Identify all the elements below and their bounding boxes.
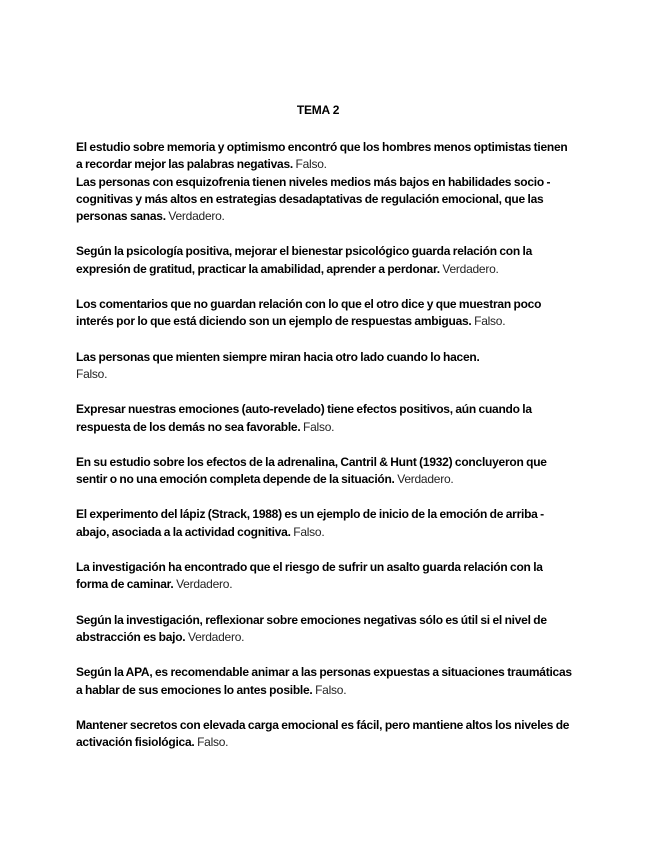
answer-text: Falso. [197,735,229,750]
answer-text: Verdadero. [442,261,499,276]
answer-text: Falso. [315,682,347,697]
question-item [76,174,576,226]
answer-text: Falso. [293,524,325,539]
question-item [76,401,576,436]
answer-text: Verdadero. [168,209,225,224]
question-text: El experimento del lápiz (Strack, 1988) es un ejemplo de inicio de la emoción de arriba - abajo, asociada a la actividad cognitiva. [76,507,544,539]
question-item [76,717,576,752]
question-item [76,612,576,647]
question-text: En su estudio sobre los efectos de la adrenalina, Cantril & Hunt (1932) concluyeron que sentir o no una emoción completa depende de la situación. [76,454,547,487]
question-text: Expresar nuestras emociones (auto-revelado) tiene efectos positivos, aún cuando la respuesta de los demás no sea favorable. [76,402,532,434]
question-item [76,664,576,699]
question-text: Los comentarios que no guardan relación con lo que el otro dice y que muestran poco interés por lo que está diciendo son un ejemplo de respuestas ambiguas. [76,297,542,329]
question-text: Las personas que mienten siempre miran hacia otro lado cuando lo hacen. [76,349,480,364]
question-item [76,454,576,489]
question-text: Según la psicología positiva, mejorar el bienestar psicológico guarda relación con la expresión de gratitud, practicar la amabilidad, aprender a perdonar. [76,244,533,276]
question-item [76,559,576,594]
question-item [76,139,576,174]
answer-text: Falso. [474,314,506,329]
answer-text: Verdadero. [397,472,454,487]
question-text: Mantener secretos con elevada carga emocional es fácil, pero mantiene altos los niveles de activación fisiológica. [76,717,570,750]
question-text: El estudio sobre memoria y optimismo encontró que los hombres menos optimistas tienen a recordar mejor las palabras negativas. [76,140,568,172]
answer-text: Verdadero. [176,577,233,592]
answer-text: Falso. [76,366,108,381]
question-list [76,139,576,751]
answer-text: Verdadero. [187,629,245,644]
question-text: Las personas con esquizofrenia tienen niveles medios más bajos en habilidades socio - cognitivas y más altos en estrategias desadaptativas de regulación emocional, que las personas sanas. [76,174,551,224]
question-item [76,506,576,541]
answer-text: Falso. [303,419,335,434]
question-item [76,296,576,331]
question-text: Según la investigación, reflexionar sobre emociones negativas sólo es útil si el nivel de abstracción es bajo. [76,612,547,644]
question-text: La investigación ha encontrado que el riesgo de sufrir un asalto guarda relación con la forma de caminar. [76,560,543,592]
question-text: Según la APA, es recomendable animar a las personas expuestas a situaciones traumáticas a hablar de sus emociones lo antes posible. [76,665,572,697]
answer-text: Falso. [295,157,327,172]
question-item [76,243,576,278]
page-title: TEMA 2 [296,103,340,117]
question-item [76,349,576,384]
